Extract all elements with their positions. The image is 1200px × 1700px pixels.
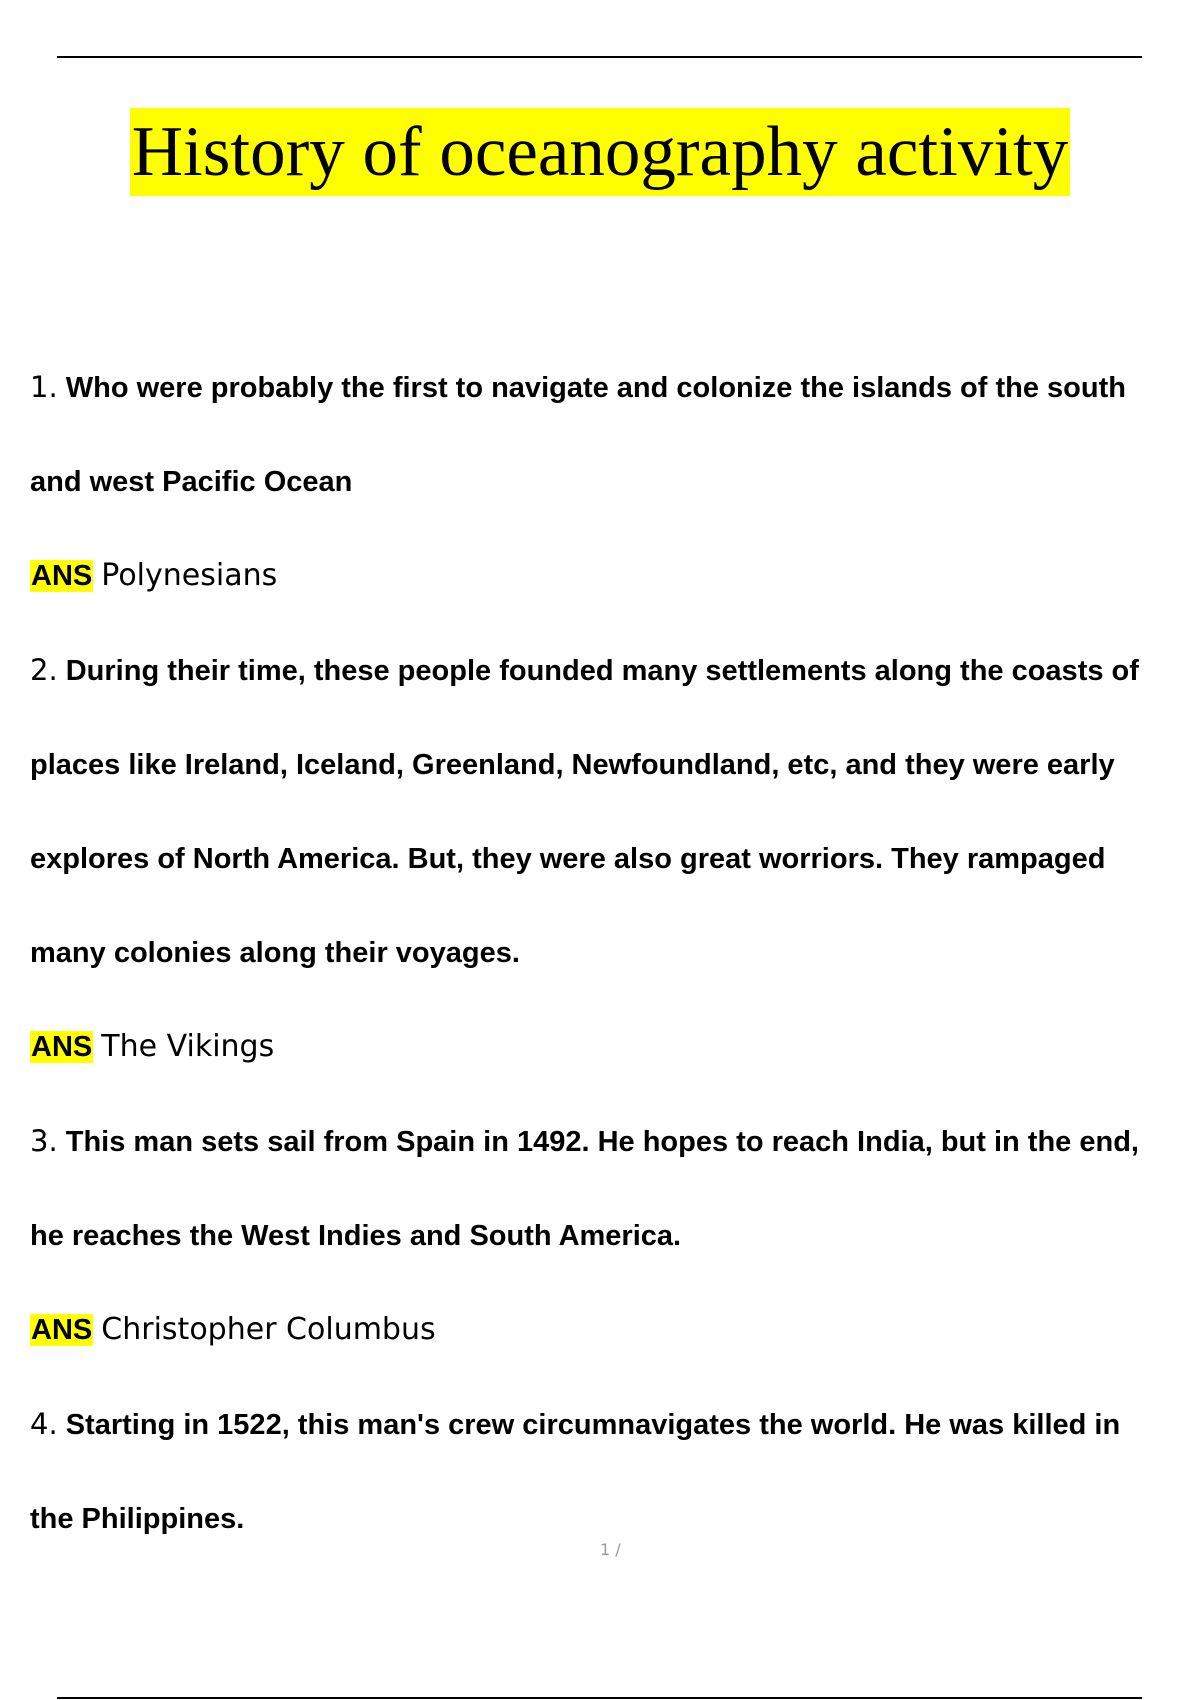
question-1	[30, 340, 1170, 529]
answer-text: The Vikings	[101, 1029, 275, 1064]
answer-text: Christopher Columbus	[101, 1312, 436, 1347]
answer-label: ANS	[31, 1314, 93, 1346]
question-text: During their time, these people founded many settlements along the coasts of places like Ireland, Iceland, Greenland, Newfoundland, etc, and they were early explores of North America. But, they were also great worriors. They rampaged many colonies along their voyages.	[30, 655, 1139, 969]
question-number: 2.	[30, 653, 58, 687]
question-number: 3.	[30, 1124, 58, 1158]
answer-text: Polynesians	[101, 558, 278, 593]
top-rule	[57, 56, 1142, 58]
question-2	[30, 623, 1170, 1000]
answer-label: ANS	[31, 560, 93, 592]
question-3	[30, 1094, 1170, 1283]
question-text: This man sets sail from Spain in 1492. He hopes to reach India, but in the end, he reaches the West Indies and South America.	[30, 1126, 1139, 1252]
page-number: 1 /	[600, 1540, 621, 1559]
answer-1	[30, 529, 1170, 623]
answer-3	[30, 1283, 1170, 1377]
question-number: 4.	[30, 1407, 58, 1441]
question-number: 1.	[30, 370, 58, 404]
question-text: Who were probably the first to navigate and colonize the islands of the south and west Pacific Ocean	[30, 372, 1126, 498]
question-4	[30, 1377, 1170, 1566]
bottom-rule	[57, 1697, 1142, 1699]
title-container	[0, 108, 1200, 196]
question-list	[30, 340, 1170, 1566]
page-title: History of oceanography activity	[130, 108, 1071, 196]
question-text: Starting in 1522, this man's crew circumnavigates the world. He was killed in the Philippines.	[30, 1409, 1121, 1535]
answer-2	[30, 1000, 1170, 1094]
answer-label: ANS	[31, 1031, 93, 1063]
